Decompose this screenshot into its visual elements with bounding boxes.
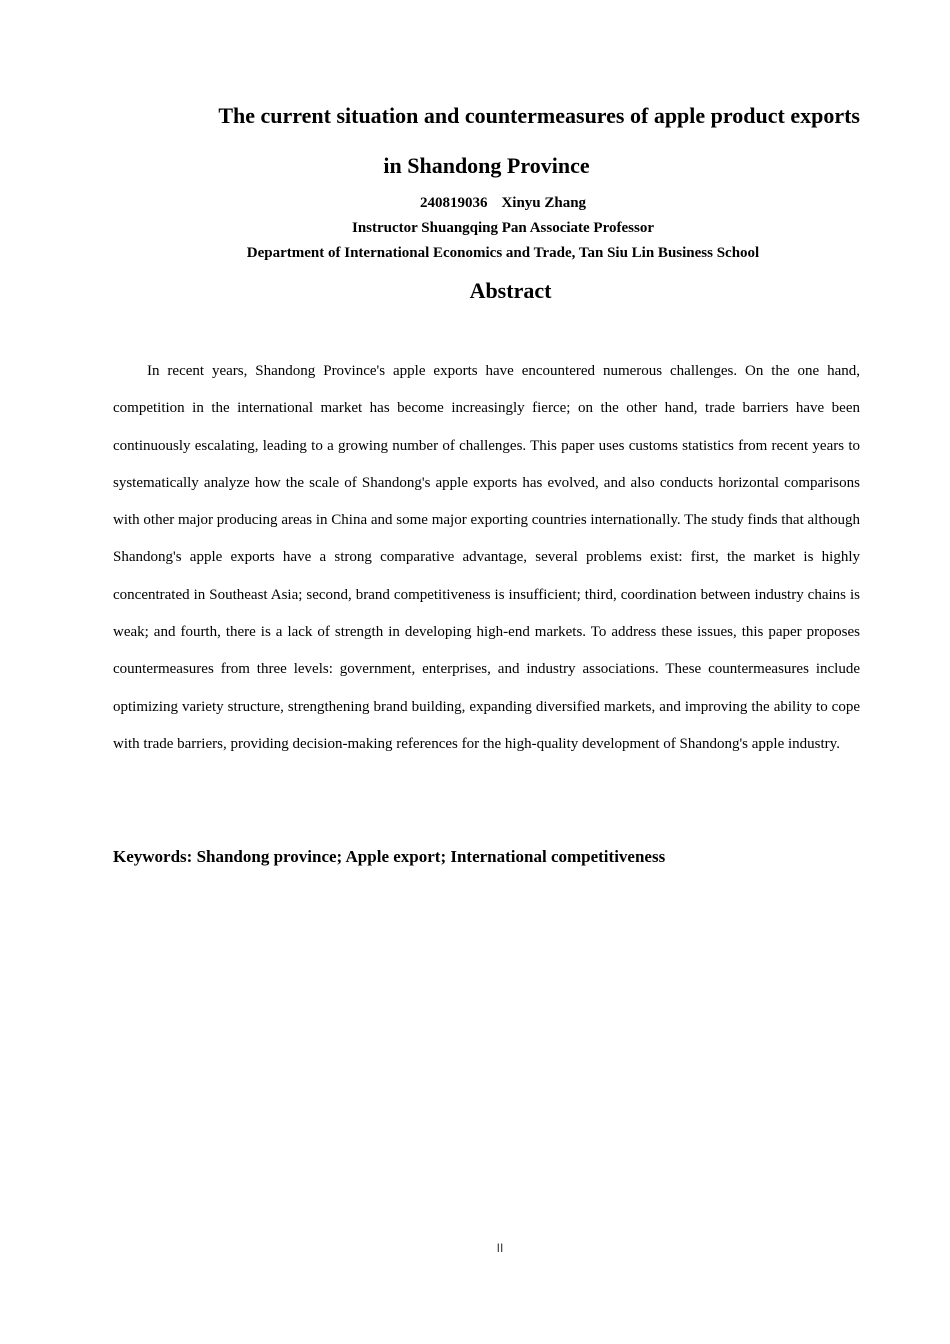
department-info: Department of International Economics and Trade, Tan Siu Lin Business School [246, 245, 760, 261]
student-name: Xinyu Zhang [501, 195, 587, 211]
paper-title-line-1: The current situation and countermeasures of apple product exports [218, 103, 860, 128]
student-info [113, 193, 893, 213]
paper-title-line-2: in Shandong Province [383, 153, 590, 178]
abstract-heading: Abstract [469, 278, 552, 303]
abstract-body: In recent years, Shandong Province's apple exports have encountered numerous challenges. On the one hand, competition in the international market has become increasingly fierce; on the other hand, trade barriers have been continuously escalating, leading to a growing number of challenges. This paper uses customs statistics from recent years to systematically analyze how the scale of Shandong's apple exports has evolved, and also conducts horizontal comparisons with other major producing areas in China and some major exporting countries internationally. The study finds that although Shandong's apple exports have a strong comparative advantage, several problems exist: first, the market is highly concentrated in Southeast Asia; second, brand competitiveness is insufficient; third, coordination between industry chains is weak; and fourth, there is a lack of strength in developing high-end markets. To address these issues, this paper proposes countermeasures from three levels: government, enterprises, and industry associations. These countermeasures include optimizing variety structure, strengthening brand building, expanding diversified markets, and improving the ability to cope with trade barriers, providing decision-making references for the high-quality development of Shandong's apple industry. [113, 363, 860, 752]
keywords: Keywords: Shandong province; Apple export; International competitiveness [113, 847, 666, 866]
student-id: 240819036 [419, 195, 488, 211]
page-number: II [496, 1241, 504, 1255]
instructor-info: Instructor Shuangqing Pan Associate Professor [352, 220, 654, 236]
